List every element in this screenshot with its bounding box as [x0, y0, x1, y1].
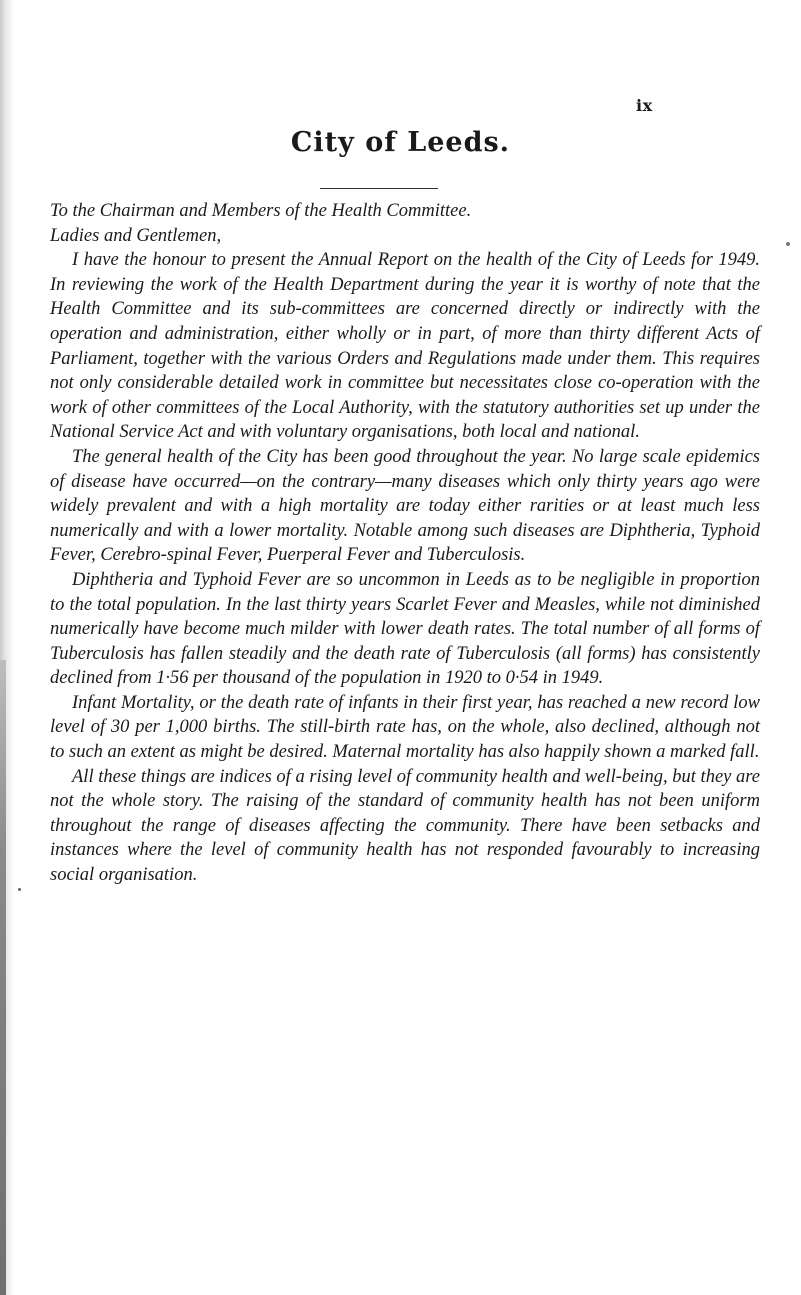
- title-divider: [320, 188, 438, 189]
- salutation-greeting: Ladies and Gentlemen,: [50, 225, 222, 246]
- report-letter: [50, 199, 760, 888]
- margin-mark: [18, 888, 21, 891]
- page-number: ix: [636, 96, 653, 115]
- paragraph-infant-mortality: Infant Mortality, or the death rate of infants in their first year, has reached a new record low level of 30 per 1,000 births. The still-birth rate has, on the whole, also declined, although not to such an extent as might be desired. Maternal mortality has also happily shown a marked fall.: [50, 692, 760, 763]
- page-title: City of Leeds.: [290, 127, 511, 158]
- salutation-committee: To the Chairman and Members of the Health Committee.: [50, 201, 472, 221]
- scan-speck: [786, 242, 790, 246]
- paragraph-introduction: I have the honour to present the Annual Report on the health of the City of Leeds for 1949. In reviewing the work of the Health Department during the year it is worthy of note that the Health Committee and its sub-committees are concerned directly or indirectly with the operation and administration, either wholly or in part, of more than thirty different Acts of Parliament, together with the various Orders and Regulations made under them. This requires not only considerable detailed work in committee but necessitates close co-operation with the work of other committees of the Local Authority, with the statutory authorities set up under the National Service Act and with voluntary organisations, both local and national.: [50, 250, 760, 443]
- paragraph-community-health: All these things are indices of a rising level of community health and well-being, but they are not the whole story. The raising of the standard of community health has not been uniform throughout the range of diseases affecting the community. There have been setbacks and instances where the level of community health has not responded favourably to increasing social organisation.: [50, 766, 760, 886]
- paragraph-general-health: The general health of the City has been good throughout the year. No large scale epidemics of disease have occurred—on the contrary—many diseases which only thirty years ago were widely prevalent and with a high mortality are today either rarities or at least much less numerically and with a lower mortality. Notable among such diseases are Diphtheria, Typhoid Fever, Cerebro-spinal Fever, Puerperal Fever and Tuberculosis.: [50, 446, 760, 566]
- paragraph-diphtheria-typhoid: Diphtheria and Typhoid Fever are so uncommon in Leeds as to be negligible in proportion to the total population. In the last thirty years Scarlet Fever and Measles, while not diminished numerically have become much milder with lower death rates. The total number of all forms of Tuberculosis has fallen steadily and the death rate of Tuberculosis (all forms) has consistently declined from 1·56 per thousand of the population in 1920 to 0·54 in 1949.: [50, 569, 760, 689]
- page-edge-shadow: [0, 660, 6, 1295]
